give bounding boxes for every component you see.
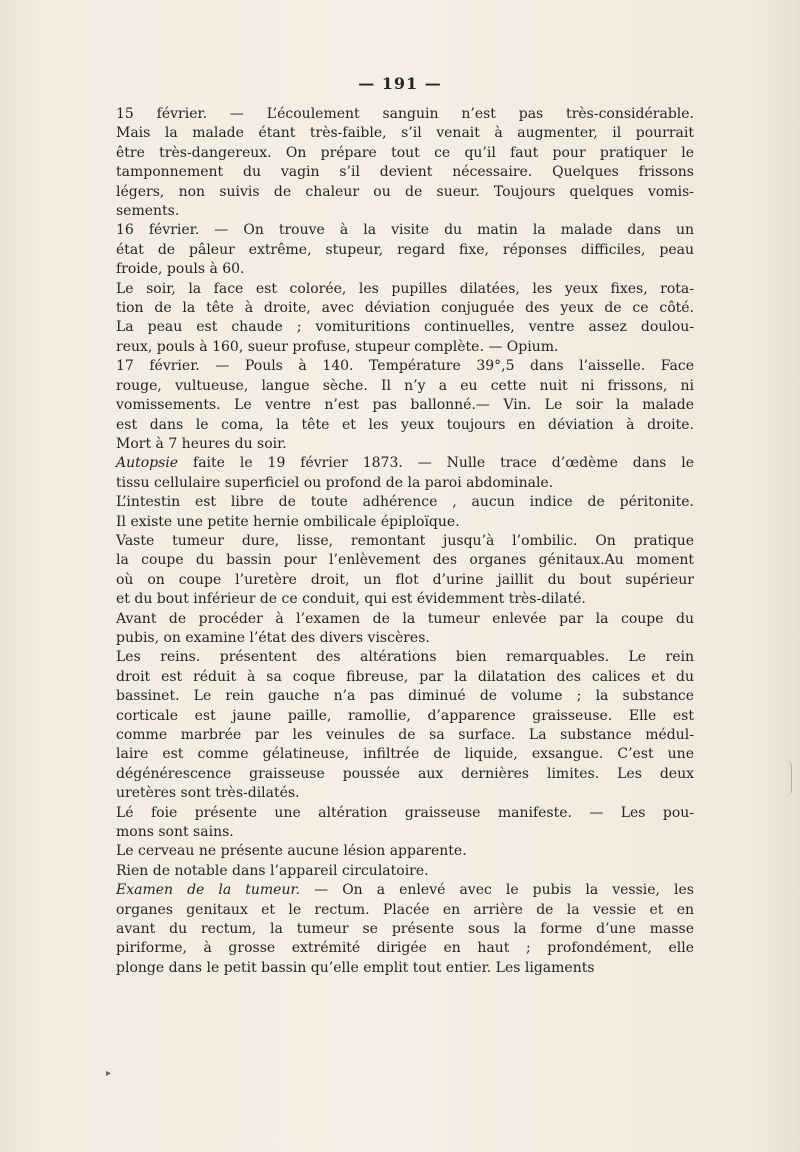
text-line xyxy=(116,338,694,357)
line-text: légers, non suivis de chaleur ou de sueur. Toujours quelques vomis- xyxy=(116,183,694,200)
text-line xyxy=(116,299,694,318)
line-text: vomissements. Le ventre n’est pas ballonné.— Vin. Le soir la malade xyxy=(116,397,694,414)
line-text: faite le 19 février 1873. — Nulle trace d’œdème dans le xyxy=(178,455,694,472)
text-line xyxy=(116,571,694,590)
line-text: uretères sont très-dilatés. xyxy=(116,785,300,802)
line-text: tamponnement du vagin s’il devient nécessaire. Quelques frissons xyxy=(116,164,694,181)
text-line xyxy=(116,474,694,493)
line-text: froide, pouls à 60. xyxy=(116,261,245,278)
line-text: Le cerveau ne présente aucune lésion apparente. xyxy=(116,843,467,860)
line-text: où on coupe l’uretère droit, un flot d’urine jaillit du bout supérieur xyxy=(116,571,694,588)
text-line xyxy=(116,823,694,842)
line-text: Mort à 7 heures du soir. xyxy=(116,435,287,452)
text-line xyxy=(116,920,694,939)
line-text: rouge, vultueuse, langue sèche. Il n’y a eu cette nuit ni frissons, ni xyxy=(116,377,694,394)
line-text: piriforme, à grosse extrémité dirigée en haut ; profondément, elle xyxy=(116,940,694,957)
line-text: Lé foie présente une altération graisseuse manifeste. — Les pou- xyxy=(116,804,694,821)
text-line xyxy=(116,532,694,551)
line-text: la coupe du bassin pour l’enlèvement des organes génitaux.Au moment xyxy=(116,552,694,569)
line-text: organes genitaux et le rectum. Placée en arrière de la vessie et en xyxy=(116,901,694,918)
text-line xyxy=(116,202,694,221)
text-line xyxy=(116,241,694,260)
text-line xyxy=(116,183,694,202)
text-line xyxy=(116,221,694,240)
line-text: tion de la tête à droite, avec déviation conjuguée des yeux de ce côté. xyxy=(116,300,694,317)
line-text: Il existe une petite hernie ombilicale épiploïque. xyxy=(116,513,460,530)
line-text: 15 février. — L’écoulement sanguin n’est pas très-considérable. xyxy=(116,106,694,122)
line-text: Rien de notable dans l’appareil circulatoire. xyxy=(116,862,429,879)
line-text: plonge dans le petit bassin qu’elle emplit tout entier. Les ligaments xyxy=(116,959,595,976)
line-text: laire est comme gélatineuse, infiltrée de liquide, exsangue. C’est une xyxy=(116,746,694,763)
text-line xyxy=(116,357,694,376)
text-line xyxy=(116,668,694,687)
body-text xyxy=(116,105,694,978)
page-number-header: — 191 — xyxy=(358,74,442,93)
text-line xyxy=(116,648,694,667)
text-line xyxy=(116,124,694,143)
text-line xyxy=(116,416,694,435)
line-text: reux, pouls à 160, sueur profuse, stupeur complète. — Opium. xyxy=(116,338,559,355)
text-line xyxy=(116,784,694,803)
line-text: 16 février. — On trouve à la visite du matin la malade dans un xyxy=(116,222,694,239)
text-line xyxy=(116,745,694,764)
line-text: corticale est jaune paille, ramollie, d’apparence graisseuse. Elle est xyxy=(116,707,694,724)
text-line xyxy=(116,804,694,823)
text-line xyxy=(116,280,694,299)
line-text: Le soir, la face est colorée, les pupilles dilatées, les yeux fixes, rota- xyxy=(116,280,694,297)
text-line xyxy=(116,610,694,629)
text-line xyxy=(116,144,694,163)
text-line xyxy=(116,959,694,978)
italic-lead: Autopsie xyxy=(116,455,179,472)
text-line xyxy=(116,629,694,648)
text-line xyxy=(116,377,694,396)
line-text: pubis, on examine l’état des divers viscères. xyxy=(116,629,430,646)
line-text: droit est réduit à sa coque fibreuse, par la dilatation des calices et du xyxy=(116,668,694,685)
line-text: Avant de procéder à l’examen de la tumeur enlevée par la coupe du xyxy=(116,610,694,627)
text-line xyxy=(116,435,694,454)
line-text: sements. xyxy=(116,203,180,220)
text-line xyxy=(116,726,694,745)
line-text: dégénérescence graisseuse poussée aux dernières limites. Les deux xyxy=(116,765,694,782)
margin-dot: ▸ xyxy=(106,1068,112,1079)
page-edge-mark xyxy=(785,760,792,796)
line-text: bassinet. Le rein gauche n’a pas diminué de volume ; la substance xyxy=(116,688,694,705)
text-line xyxy=(116,939,694,958)
line-text: La peau est chaude ; vomituritions continuelles, ventre assez doulou- xyxy=(116,319,694,336)
line-text: avant du rectum, la tumeur se présente sous la forme d’une masse xyxy=(116,921,694,938)
text-line xyxy=(116,105,694,124)
line-text: Vaste tumeur dure, lisse, remontant jusqu’à l’ombilic. On pratique xyxy=(116,532,694,549)
text-line xyxy=(116,513,694,532)
line-text: Les reins. présentent des altérations bien remarquables. Le rein xyxy=(116,649,694,666)
text-line xyxy=(116,590,694,609)
text-line xyxy=(116,707,694,726)
text-line xyxy=(116,901,694,920)
line-text: comme marbrée par les veinules de sa surface. La substance médul- xyxy=(116,727,694,743)
text-line xyxy=(116,881,694,900)
text-line xyxy=(116,765,694,784)
text-line xyxy=(116,454,694,473)
text-line xyxy=(116,862,694,881)
text-line xyxy=(116,260,694,279)
text-line xyxy=(116,842,694,861)
line-text: mons sont sains. xyxy=(116,824,234,841)
line-text: Mais la malade étant très-faible, s’il venait à augmenter, il pourrait xyxy=(116,125,694,142)
line-text: état de pâleur extrême, stupeur, regard fixe, réponses difficiles, peau xyxy=(116,241,694,258)
line-text: 17 février. — Pouls à 140. Température 39°,5 dans l’aisselle. Face xyxy=(116,358,694,375)
italic-lead: Examen de la tumeur. xyxy=(116,882,301,899)
text-line xyxy=(116,396,694,415)
text-line xyxy=(116,318,694,337)
text-line xyxy=(116,551,694,570)
line-text: — On a enlevé avec le pubis la vessie, les xyxy=(300,882,694,899)
line-text: tissu cellulaire superficiel ou profond de la paroi abdominale. xyxy=(116,474,554,491)
line-text: est dans le coma, la tête et les yeux toujours en déviation à droite. xyxy=(116,416,694,433)
text-line xyxy=(116,493,694,512)
line-text: L’intestin est libre de toute adhérence , aucun indice de péritonite. xyxy=(116,494,694,511)
text-line xyxy=(116,687,694,706)
line-text: être très-dangereux. On prépare tout ce qu’il faut pour pratiquer le xyxy=(116,144,694,161)
text-line xyxy=(116,163,694,182)
line-text: et du bout inférieur de ce conduit, qui est évidemment très-dilaté. xyxy=(116,591,586,608)
